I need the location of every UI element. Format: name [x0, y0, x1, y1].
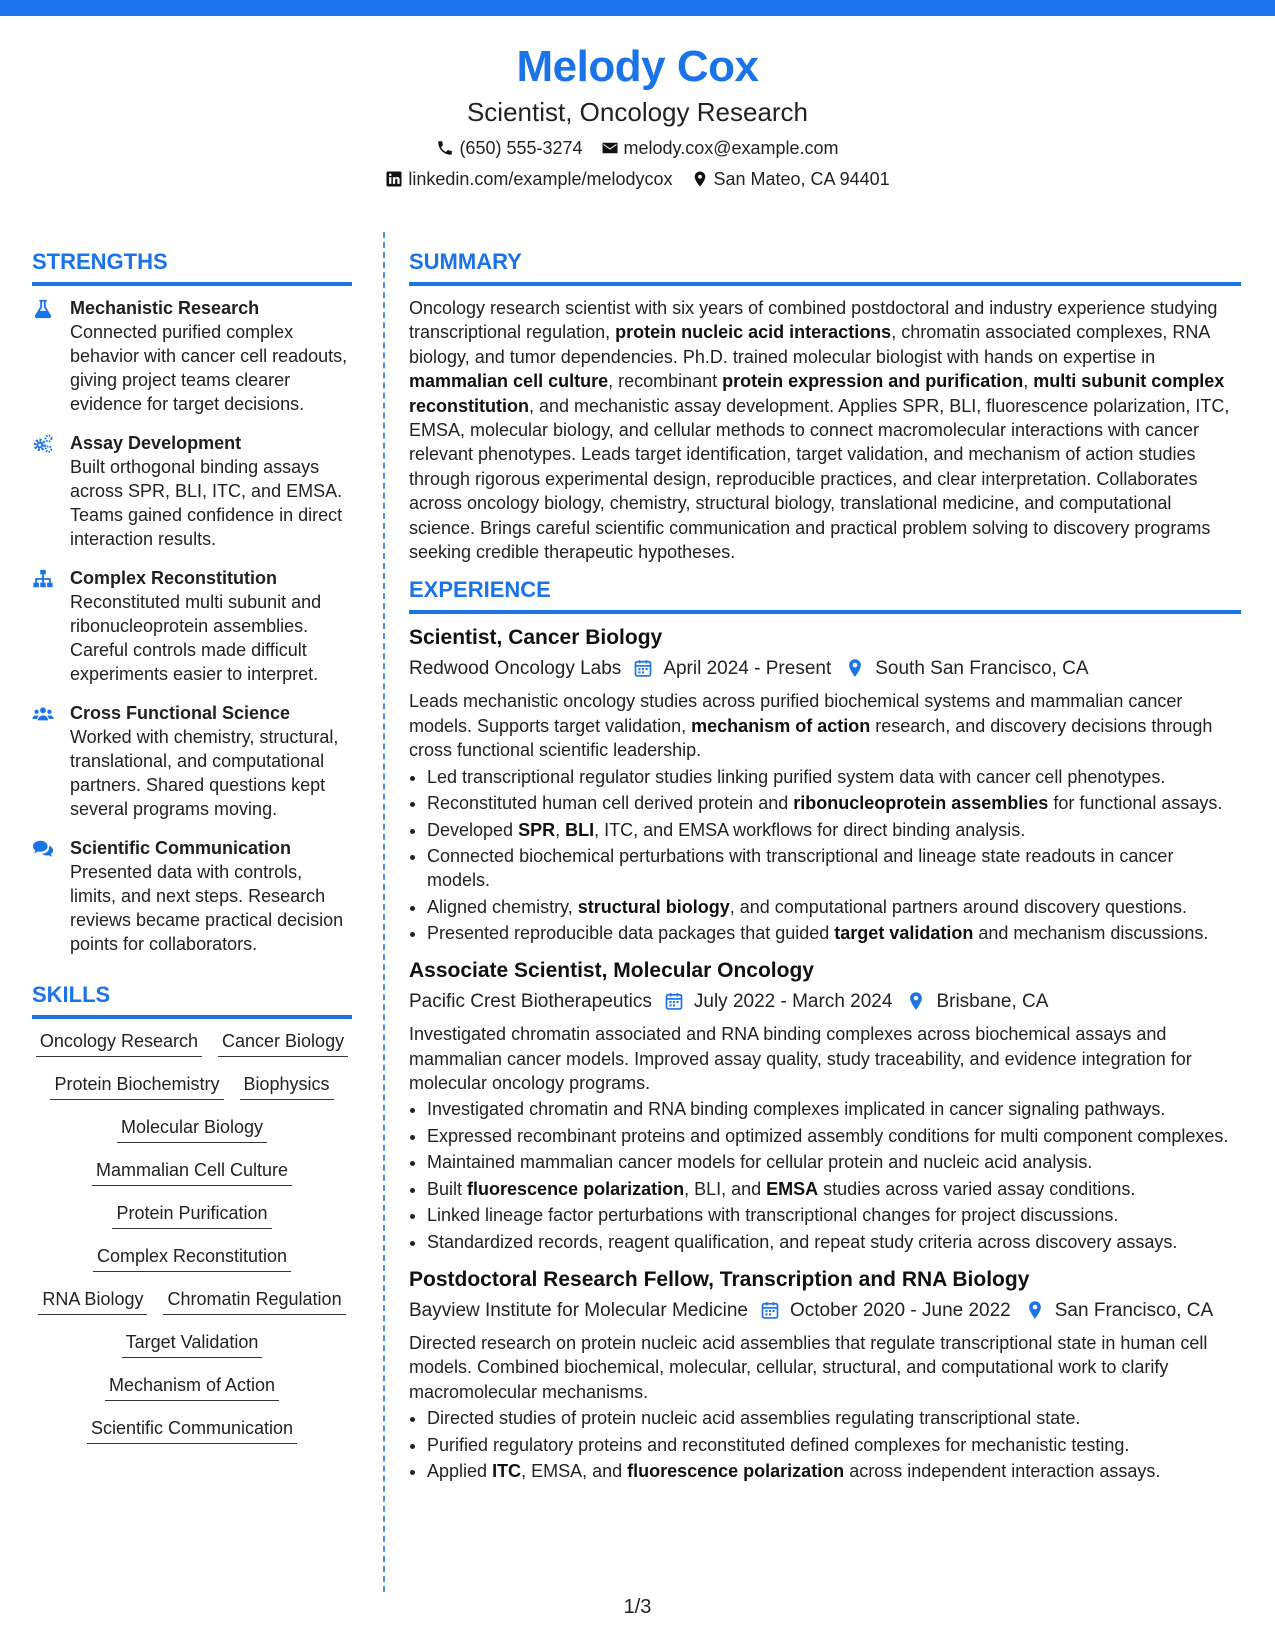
text-segment: ,: [1023, 371, 1034, 392]
skill-tag: Protein Biochemistry: [50, 1072, 223, 1100]
job-title: Scientist, Cancer Biology: [409, 626, 663, 650]
users-icon: [32, 703, 54, 725]
bullet-item: [427, 895, 1241, 919]
bold-text: protein expression and purification: [722, 371, 1024, 392]
bullet-item: [427, 1203, 1241, 1227]
skill-tag: Oncology Research: [36, 1029, 202, 1057]
resume-header: [0, 40, 1275, 191]
calendar-icon: [633, 658, 653, 678]
job-description: [409, 689, 1241, 762]
skill-row: [32, 1115, 352, 1143]
text-segment: , recombinant: [608, 371, 723, 392]
left-column: [32, 248, 352, 1459]
skill-tag: Target Validation: [122, 1330, 263, 1358]
linkedin-contact[interactable]: [385, 167, 672, 191]
text-segment: , chromatin associated complexes, RNA biology, and tumor dependencies. Ph.D. trained molecular biologist with hands on expertise in: [409, 322, 1210, 367]
text-segment: , and mechanistic assay development. Applies SPR, BLI, fluorescence polarization, ITC, EMSA, molecular biology, and cellular methods to connect macromolecular interactions with cancer relevant phenotypes. Leads target identification, target validation, and mechanism of action studies through rigorous experimental design, reproducible practices, and clear interpretation. Collaborates across oncology biology, chemistry, structural biology, translational medicine, and computational science. Brings careful scientific communication and practical problem solving to discovery programs seeking credible therapeutic hypotheses.: [409, 395, 1230, 563]
bold-text: mechanism of action: [691, 715, 871, 736]
bold-text: EMSA: [766, 1178, 819, 1199]
candidate-name: Melody Cox: [516, 42, 759, 91]
phone-text: (650) 555-3274: [459, 138, 583, 158]
skill-row: [32, 1158, 352, 1186]
bold-text: protein nucleic acid interactions: [615, 322, 892, 343]
bullet-item: [427, 1406, 1241, 1430]
company-name: Pacific Crest Biotherapeutics: [409, 991, 652, 1013]
comments-icon: [32, 838, 54, 860]
text-segment: Directed research on protein nucleic acid assemblies that regulate transcriptional state in human cell models. Combined biochemical, molecular, cellular, structural, and computational work to clarify macromolecular mechanisms.: [409, 1332, 1208, 1402]
job-location: South San Francisco, CA: [875, 658, 1089, 680]
text-segment: across independent interaction assays.: [844, 1461, 1161, 1482]
flask-icon: [32, 298, 54, 320]
text-segment: Reconstituted human cell derived protein and: [427, 793, 794, 814]
strength-item: [32, 836, 352, 956]
envelope-icon: [601, 139, 619, 157]
bold-text: ribonucleoprotein assemblies: [793, 793, 1049, 814]
strength-title: Cross Functional Science: [70, 703, 291, 723]
email-contact[interactable]: [601, 136, 839, 160]
bullet-item: [427, 765, 1241, 789]
map-pin-icon: [1025, 1300, 1045, 1320]
job-bullets: [409, 1097, 1241, 1254]
job-location: Brisbane, CA: [936, 991, 1049, 1013]
location-contact: [691, 167, 890, 191]
text-segment: Aligned chemistry,: [427, 896, 578, 917]
skill-row: [32, 1287, 352, 1315]
skill-tag: Molecular Biology: [117, 1115, 267, 1143]
bullet-item: [427, 791, 1241, 815]
text-segment: Purified regulatory proteins and reconstituted defined complexes for mechanistic testing.: [427, 1434, 1130, 1455]
bullet-item: [427, 1230, 1241, 1254]
summary-heading: SUMMARY: [409, 249, 522, 274]
skill-tag: Cancer Biology: [218, 1029, 348, 1057]
calendar-icon: [664, 991, 684, 1011]
contact-row-2: [0, 167, 1275, 191]
strength-title: Mechanistic Research: [70, 298, 260, 318]
job-dates: July 2022 - March 2024: [693, 991, 893, 1013]
strength-item: [32, 566, 352, 686]
experience-heading: EXPERIENCE: [409, 577, 551, 603]
text-segment: Presented reproducible data packages that guided: [427, 923, 835, 944]
sitemap-icon: [32, 568, 54, 590]
text-segment: Investigated chromatin associated and RNA binding complexes across biochemical assays and mammalian cancer models. Improved assay quality, study traceability, and evidence integration for molecular oncology programs.: [409, 1024, 1192, 1093]
bold-text: ITC: [492, 1461, 522, 1482]
skills-rule: [32, 1015, 352, 1019]
job-bullets: [409, 1406, 1241, 1483]
page-number: 1/3: [623, 1596, 652, 1618]
skill-tag: Scientific Communication: [87, 1416, 297, 1444]
strength-title: Complex Reconstitution: [70, 568, 278, 588]
text-segment: Applied: [427, 1461, 493, 1482]
job-description: [409, 1331, 1241, 1404]
linkedin-icon: [385, 170, 403, 188]
strength-title: Scientific Communication: [70, 838, 292, 858]
text-segment: Oncology research scientist with six years of combined postdoctoral and industry experience studying transcriptional regulation,: [409, 298, 1218, 343]
candidate-title: Scientist, Oncology Research: [466, 97, 809, 127]
skills-list: [32, 1029, 352, 1444]
company-name: Redwood Oncology Labs: [409, 658, 622, 680]
job-title: Postdoctoral Research Fellow, Transcription and RNA Biology: [409, 1267, 1030, 1291]
text-segment: ,: [555, 819, 566, 840]
skill-row: [32, 1201, 352, 1229]
skill-row: [32, 1330, 352, 1358]
text-segment: Expressed recombinant proteins and optimized assembly conditions for multi component complexes.: [427, 1125, 1229, 1146]
strength-desc: Presented data with controls, limits, and next steps. Research reviews became practical decision points for collaborators.: [70, 862, 344, 954]
bold-text: BLI: [565, 819, 595, 840]
text-segment: Maintained mammalian cancer models for cellular protein and nucleic acid analysis.: [427, 1152, 1093, 1173]
calendar-icon: [760, 1300, 780, 1320]
skill-row: [32, 1072, 352, 1100]
job-title: Associate Scientist, Molecular Oncology: [409, 959, 814, 983]
experience-rule: [409, 610, 1241, 614]
bullet-item: [427, 1177, 1241, 1201]
skill-tag: Mammalian Cell Culture: [92, 1158, 292, 1186]
text-segment: , BLI, and: [684, 1178, 767, 1199]
skill-tag: Protein Purification: [112, 1201, 271, 1229]
map-pin-icon: [691, 170, 709, 188]
strength-item: [32, 431, 352, 551]
text-segment: , and computational partners around discovery questions.: [729, 896, 1188, 917]
text-segment: Linked lineage factor perturbations with transcriptional changes for project discussions.: [427, 1205, 1119, 1226]
summary-text: [409, 296, 1241, 564]
bullet-item: [427, 818, 1241, 842]
text-segment: , EMSA, and: [521, 1461, 628, 1482]
text-segment: Developed: [427, 819, 519, 840]
right-column: [409, 248, 1241, 1495]
text-segment: Standardized records, reagent qualification, and repeat study criteria across discovery assays.: [427, 1231, 1178, 1252]
contact-row-1: [0, 136, 1275, 160]
text-segment: Leads mechanistic oncology studies across purified biochemical systems and mammalian cancer models. Supports target validation,: [409, 691, 1183, 736]
text-segment: research, and discovery decisions through cross functional scientific leadership.: [409, 715, 1213, 761]
location-text: San Mateo, CA 94401: [713, 169, 890, 189]
phone-contact: [436, 136, 582, 160]
skill-row: [32, 1373, 352, 1401]
text-segment: Led transcriptional regulator studies linking purified system data with cancer cell phenotypes.: [427, 766, 1166, 787]
bold-text: fluorescence polarization: [627, 1461, 845, 1482]
strength-desc: Worked with chemistry, structural, translational, and computational partners. Shared questions kept several programs moving.: [70, 727, 339, 819]
text-segment: , ITC, and EMSA workflows for direct binding analysis.: [594, 819, 1026, 840]
strength-desc: Built orthogonal binding assays across SPR, BLI, ITC, and EMSA. Teams gained confidence in direct interaction results.: [70, 457, 343, 549]
bullet-item: [427, 1097, 1241, 1121]
bullet-item: [427, 1124, 1241, 1148]
job-meta: [409, 656, 1241, 681]
strength-title: Assay Development: [70, 433, 242, 453]
text-segment: Investigated chromatin and RNA binding complexes implicated in cancer signaling pathways.: [427, 1099, 1166, 1120]
text-segment: studies across varied assay conditions.: [818, 1178, 1136, 1199]
skill-tag: Chromatin Regulation: [163, 1287, 345, 1315]
strengths-heading: STRENGTHS: [32, 249, 168, 274]
text-segment: and mechanism discussions.: [973, 923, 1209, 944]
summary-rule: [409, 282, 1241, 286]
email-text[interactable]: melody.cox@example.com: [623, 138, 839, 158]
text-segment: for functional assays.: [1048, 793, 1223, 814]
job-meta: [409, 989, 1241, 1014]
text-segment: Connected biochemical perturbations with transcriptional and lineage state readouts in cancer models.: [427, 846, 1174, 891]
bold-text: mammalian cell culture: [409, 371, 609, 392]
skill-tag: Complex Reconstitution: [93, 1244, 291, 1272]
top-accent-bar: [0, 0, 1275, 16]
job-dates: April 2024 - Present: [663, 658, 832, 680]
job-description: [409, 1022, 1241, 1095]
skill-tag: Biophysics: [240, 1072, 334, 1100]
job-dates: October 2020 - June 2022: [789, 1299, 1011, 1321]
company-name: Bayview Institute for Molecular Medicine: [409, 1299, 748, 1321]
bold-text: SPR: [518, 819, 556, 840]
strengths-rule: [32, 282, 352, 286]
skill-row: [32, 1416, 352, 1444]
experience-entry: [409, 1266, 1241, 1483]
skill-row: [32, 1029, 352, 1057]
bullet-item: [427, 1459, 1241, 1483]
experience-list: [409, 624, 1241, 1483]
experience-entry: [409, 957, 1241, 1254]
text-segment: Directed studies of protein nucleic acid assemblies regulating transcriptional state.: [427, 1408, 1081, 1429]
strength-desc: Connected purified complex behavior with cancer cell readouts, giving project teams clearer evidence for target decisions.: [70, 322, 348, 414]
phone-icon: [436, 139, 454, 157]
text-segment: Built: [427, 1178, 468, 1199]
map-pin-icon: [845, 658, 865, 678]
column-divider: [383, 232, 385, 1592]
bold-text: target validation: [834, 923, 974, 944]
strength-item: [32, 701, 352, 821]
job-location: San Francisco, CA: [1054, 1299, 1214, 1321]
skill-tag: Mechanism of Action: [105, 1373, 279, 1401]
gears-icon: [32, 433, 54, 455]
linkedin-text[interactable]: linkedin.com/example/melodycox: [408, 169, 673, 189]
map-pin-icon: [906, 991, 926, 1011]
strength-desc: Reconstituted multi subunit and ribonucleoprotein assemblies. Careful controls made difficult experiments easier to interpret.: [70, 592, 322, 684]
bullet-item: [427, 1433, 1241, 1457]
bold-text: fluorescence polarization: [467, 1178, 685, 1199]
job-meta: [409, 1298, 1241, 1323]
experience-entry: [409, 624, 1241, 945]
job-bullets: [409, 765, 1241, 946]
skills-heading: SKILLS: [32, 982, 111, 1007]
bullet-item: [427, 921, 1241, 945]
bullet-item: [427, 844, 1241, 892]
bold-text: structural biology: [577, 896, 730, 917]
skill-tag: RNA Biology: [38, 1287, 147, 1315]
bold-text: multi subunit complex reconstitution: [409, 371, 1225, 416]
skill-row: [32, 1244, 352, 1272]
bullet-item: [427, 1150, 1241, 1174]
strength-item: [32, 296, 352, 416]
